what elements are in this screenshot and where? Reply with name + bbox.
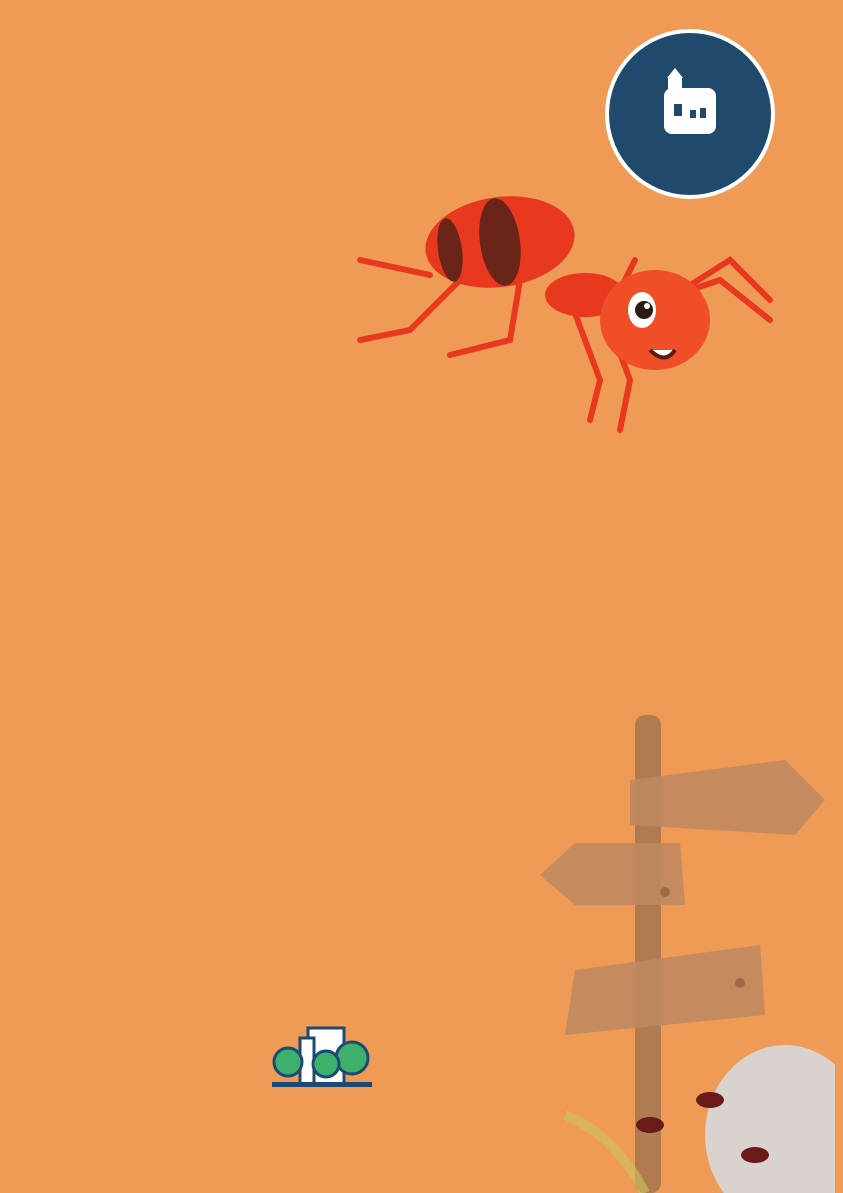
- signpost-illustration: [535, 715, 835, 1193]
- spolek-vlcovjane-badge: [604, 28, 776, 205]
- cartoon-ant-illustration: [320, 180, 780, 440]
- koprivnice-city-logo-icon: [270, 1024, 374, 1090]
- ant-trail-bottom-left: [0, 950, 280, 1193]
- ant-trail-top-left: [0, 0, 300, 290]
